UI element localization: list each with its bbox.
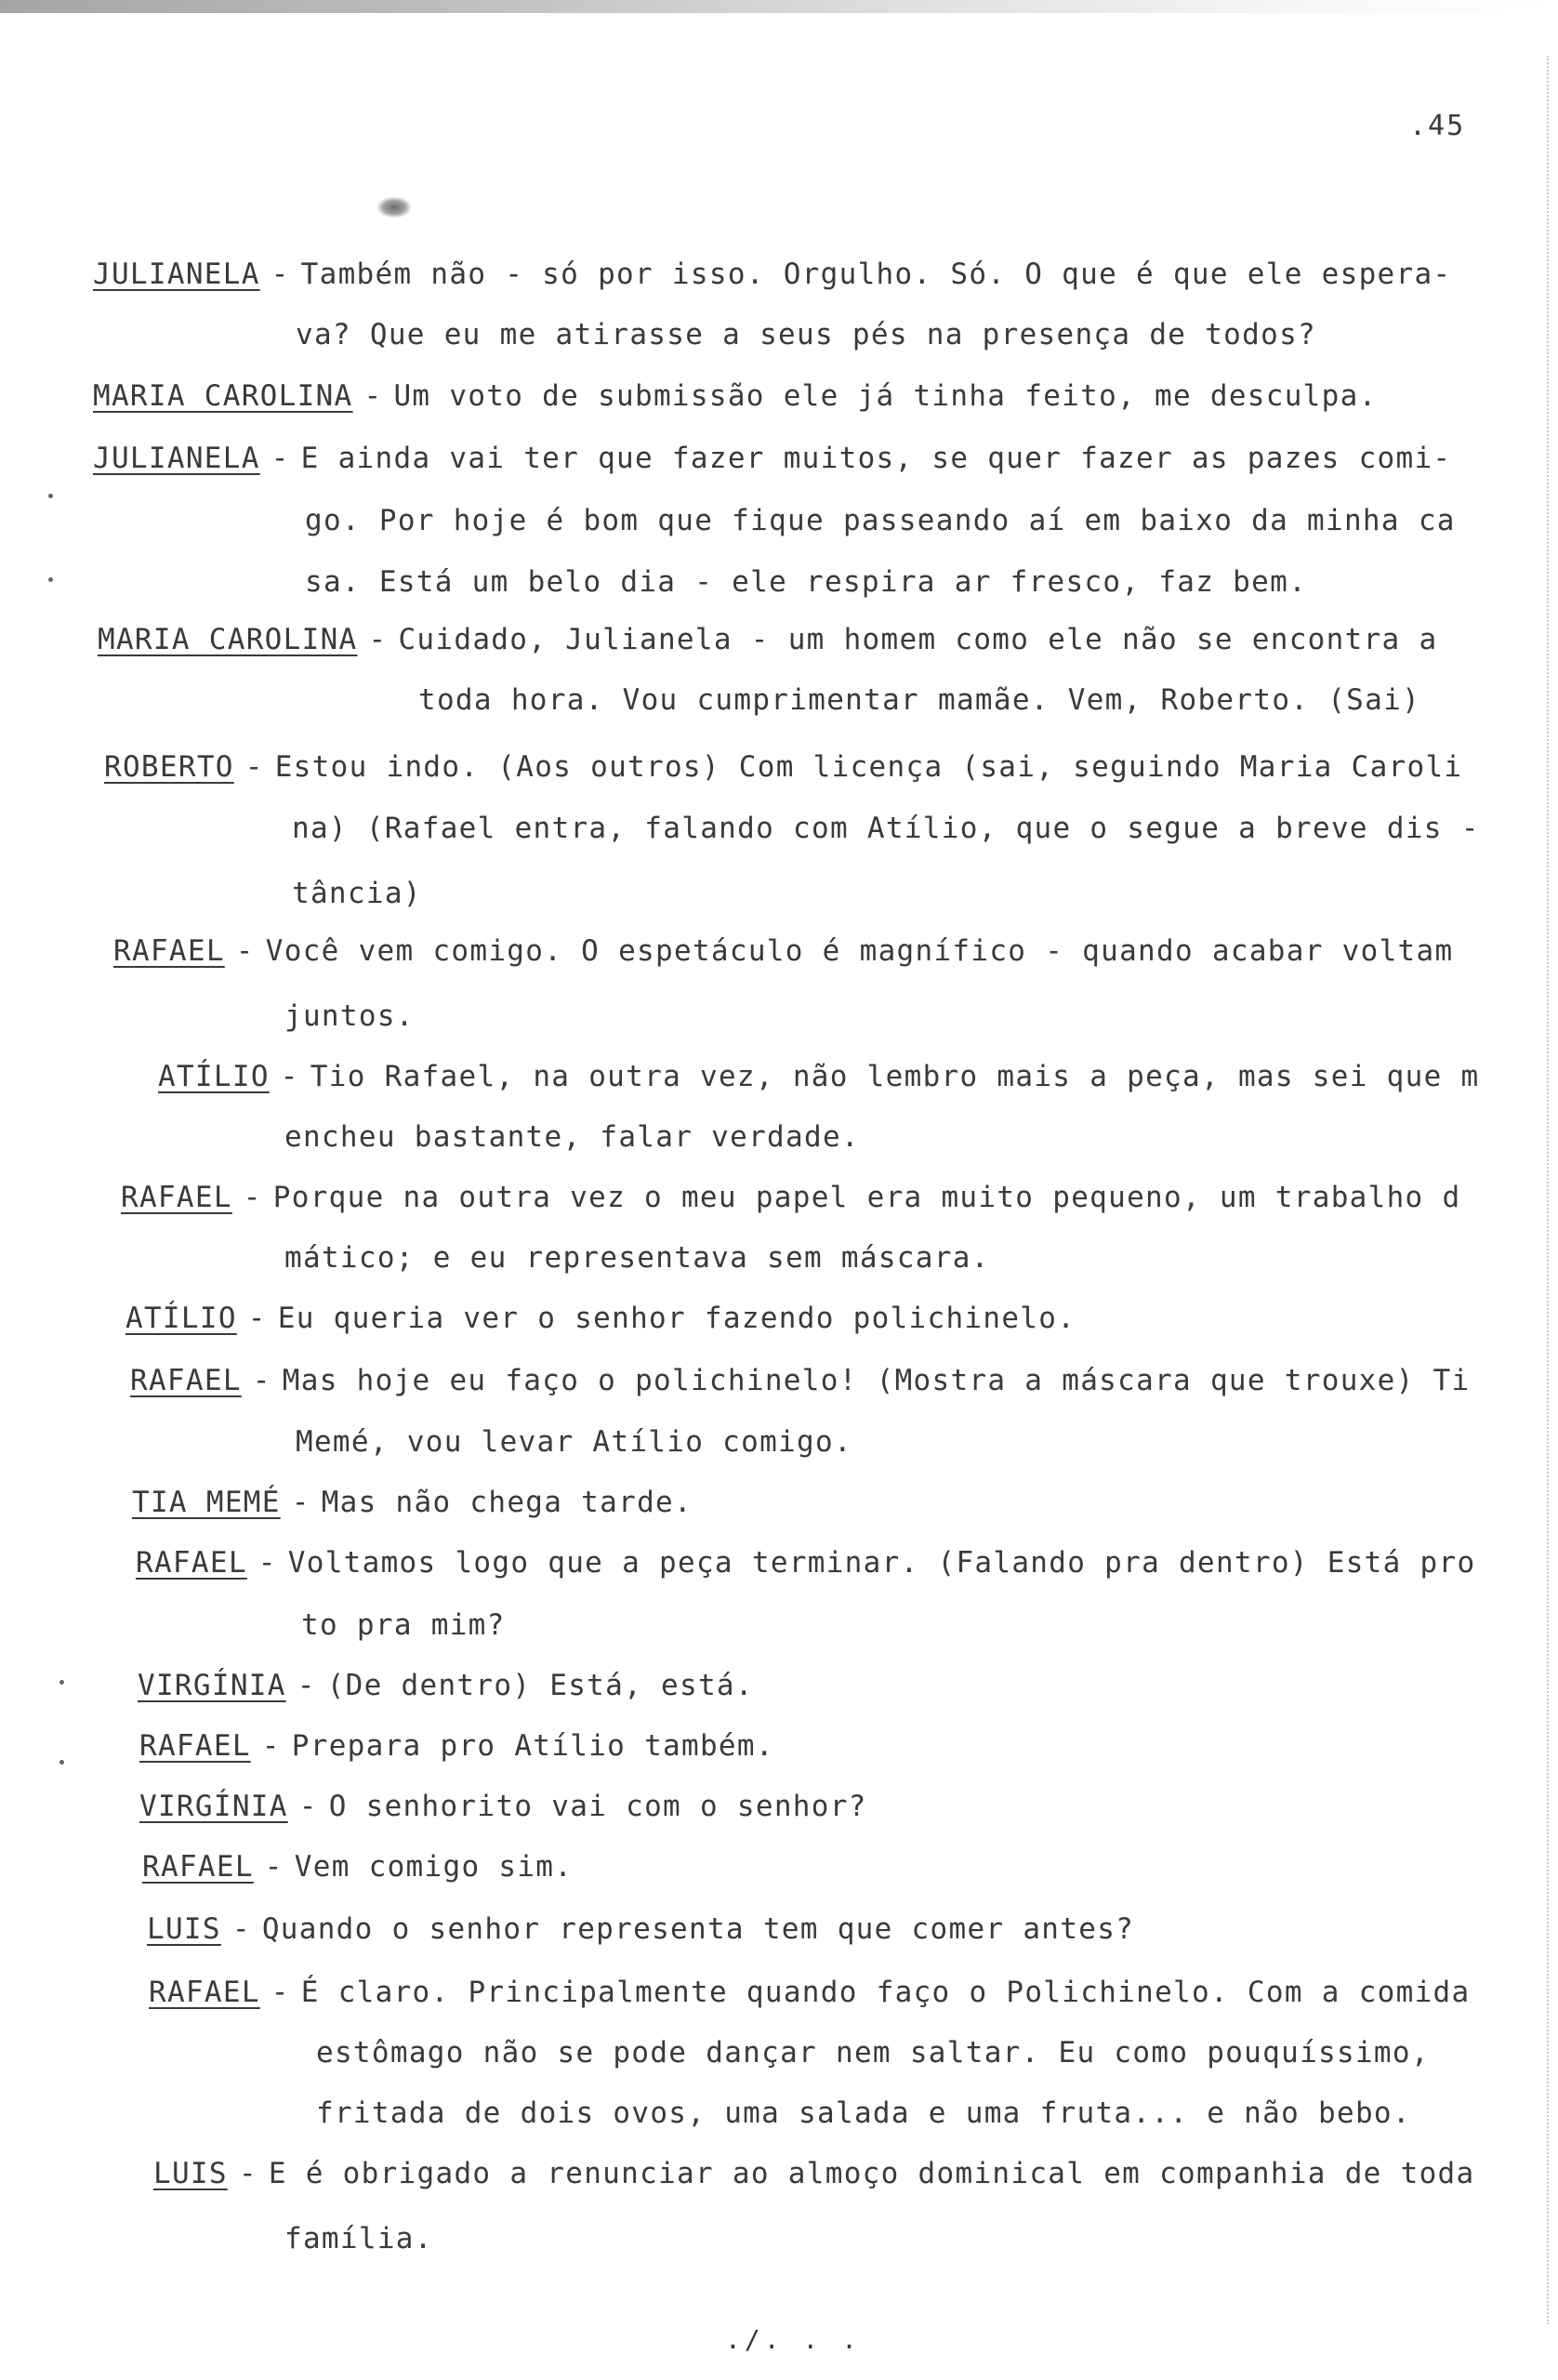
page-number: .45	[1409, 110, 1466, 142]
line-text: sa. Está um belo dia - ele respira ar fresco, faz bem.	[305, 565, 1308, 599]
speaker-dash: -	[231, 1912, 251, 1946]
line-text: Tio Rafael, na outra vez, não lembro mais a peça, mas sei que m	[310, 1060, 1480, 1093]
dialogue-line	[93, 258, 1451, 291]
line-text: Também não - só por isso. Orgulho. Só. O que é que ele espera-	[300, 258, 1452, 291]
line-text: Você vem comigo. O espetáculo é magnífico - quando acabar voltam	[265, 934, 1454, 968]
line-text: to pra mim?	[301, 1608, 506, 1642]
continuation-line	[284, 1120, 860, 1154]
line-text: Prepara pro Atílio também.	[291, 1729, 774, 1763]
speaker-name: MARIA CAROLINA	[93, 379, 353, 413]
scan-edge-right	[1547, 56, 1558, 2324]
dialogue-line	[125, 1302, 1076, 1335]
speaker-name: RAFAEL	[149, 1976, 260, 2009]
dialogue-line	[104, 750, 1462, 784]
speaker-dash: -	[235, 934, 255, 968]
speaker-name: ATÍLIO	[125, 1302, 237, 1335]
line-text: juntos.	[284, 999, 415, 1033]
speaker-dash: -	[243, 1181, 262, 1214]
continuation-line	[284, 1241, 990, 1275]
line-text: E é obrigado a renunciar ao almoço dominical em companhia de toda	[268, 2157, 1475, 2190]
speaker-dash: -	[363, 379, 383, 413]
speaker-dash: -	[252, 1364, 271, 1397]
speaker-name: TIA MEMÉ	[132, 1486, 281, 1519]
continuation-line	[418, 683, 1420, 717]
line-text: (De dentro) Está, está.	[326, 1669, 754, 1702]
line-text: Cuidado, Julianela - um homem como ele não se encontra a	[398, 623, 1438, 656]
line-text: mático; e eu representava sem máscara.	[284, 1241, 990, 1275]
line-text: O senhorito vai com o senhor?	[328, 1790, 867, 1823]
continuation-line	[316, 2036, 1430, 2069]
continuation-mark: ./. . .	[725, 2324, 862, 2355]
dialogue-line	[132, 1486, 693, 1519]
speaker-name: ROBERTO	[104, 750, 234, 784]
speaker-name: VIRGÍNIA	[138, 1669, 286, 1702]
speaker-dash: -	[271, 1976, 290, 2009]
speaker-dash: -	[264, 1850, 284, 1884]
line-text: Quando o senhor representa tem que comer antes?	[261, 1912, 1135, 1946]
continuation-line	[284, 2222, 433, 2255]
margin-dot	[59, 1760, 64, 1765]
line-text: va? Que eu me atirasse a seus pés na presença de todos?	[296, 318, 1316, 351]
dialogue-line	[138, 1669, 754, 1702]
ink-smudge	[377, 197, 411, 218]
line-text: toda hora. Vou cumprimentar mamãe. Vem, Roberto. (Sai)	[418, 683, 1421, 717]
line-text: go. Por hoje é bom que fique passeando aí em baixo da minha ca	[305, 504, 1456, 537]
dialogue-line	[93, 442, 1451, 475]
continuation-line	[316, 2096, 1411, 2130]
margin-dot	[59, 1680, 64, 1685]
speaker-dash: -	[238, 2157, 257, 2190]
dialogue-line	[149, 1976, 1470, 2009]
dialogue-line	[113, 934, 1453, 968]
line-text: família.	[284, 2222, 433, 2255]
speaker-name: ATÍLIO	[158, 1060, 270, 1093]
line-text: estômago não se pode dançar nem saltar. Eu como pouquíssimo,	[316, 2036, 1430, 2069]
speaker-name: LUIS	[147, 1912, 221, 1946]
continuation-line	[305, 565, 1307, 599]
speaker-name: JULIANELA	[93, 442, 260, 475]
speaker-dash: -	[298, 1790, 318, 1823]
line-text: fritada de dois ovos, uma salada e uma fruta... e não bebo.	[316, 2096, 1411, 2130]
speaker-name: JULIANELA	[93, 258, 260, 291]
margin-dot	[48, 577, 53, 582]
speaker-name: RAFAEL	[113, 934, 225, 968]
line-text: Porque na outra vez o meu papel era muito pequeno, um trabalho d	[272, 1181, 1461, 1214]
speaker-name: MARIA CAROLINA	[98, 623, 358, 656]
line-text: encheu bastante, falar verdade.	[284, 1120, 860, 1154]
continuation-line	[301, 1608, 506, 1642]
line-text: Voltamos logo que a peça terminar. (Falando pra dentro) Está pro	[287, 1546, 1476, 1580]
speaker-name: RAFAEL	[121, 1181, 232, 1214]
speaker-dash: -	[297, 1669, 316, 1702]
continuation-line	[292, 877, 422, 910]
line-text: É claro. Principalmente quando faço o Polichinelo. Com a comida	[300, 1976, 1471, 2009]
line-text: E ainda vai ter que fazer muitos, se quer fazer as pazes comi-	[300, 442, 1452, 475]
continuation-line	[305, 504, 1456, 537]
speaker-name: VIRGÍNIA	[139, 1790, 288, 1823]
dialogue-line	[121, 1181, 1460, 1214]
line-text: na) (Rafael entra, falando com Atílio, que o segue a breve dis -	[292, 812, 1480, 845]
speaker-name: RAFAEL	[130, 1364, 242, 1397]
speaker-dash: -	[271, 258, 290, 291]
line-text: Um voto de submissão ele já tinha feito, me desculpa.	[393, 379, 1378, 413]
speaker-dash: -	[261, 1729, 281, 1763]
dialogue-line	[158, 1060, 1479, 1093]
margin-dot	[48, 494, 53, 498]
speaker-dash: -	[368, 623, 388, 656]
speaker-dash: -	[244, 750, 264, 784]
speaker-dash: -	[271, 442, 290, 475]
speaker-name: LUIS	[153, 2157, 228, 2190]
dialogue-line	[139, 1790, 867, 1823]
speaker-dash: -	[280, 1060, 299, 1093]
scan-edge-top	[0, 0, 1558, 13]
line-text: Estou indo. (Aos outros) Com licença (sai, seguindo Maria Caroli	[274, 750, 1463, 784]
line-text: Memé, vou levar Atílio comigo.	[296, 1425, 852, 1459]
dialogue-line	[147, 1912, 1134, 1946]
continuation-line	[296, 1425, 852, 1459]
dialogue-line	[153, 2157, 1474, 2190]
dialogue-line	[142, 1850, 573, 1884]
line-text: tância)	[292, 877, 422, 910]
dialogue-line	[139, 1729, 774, 1763]
dialogue-line	[136, 1546, 1475, 1580]
speaker-dash: -	[257, 1546, 277, 1580]
speaker-dash: -	[291, 1486, 310, 1519]
line-text: Mas hoje eu faço o polichinelo! (Mostra a máscara que trouxe) Ti	[282, 1364, 1471, 1397]
continuation-line	[284, 999, 415, 1033]
speaker-dash: -	[247, 1302, 267, 1335]
line-text: Vem comigo sim.	[294, 1850, 574, 1884]
continuation-line	[296, 318, 1316, 351]
dialogue-line	[98, 623, 1437, 656]
line-text: Mas não chega tarde.	[321, 1486, 693, 1519]
speaker-name: RAFAEL	[139, 1729, 251, 1763]
speaker-name: RAFAEL	[142, 1850, 254, 1884]
dialogue-line	[130, 1364, 1470, 1397]
speaker-name: RAFAEL	[136, 1546, 247, 1580]
line-text: Eu queria ver o senhor fazendo polichinelo.	[277, 1302, 1076, 1335]
continuation-line	[292, 812, 1480, 845]
dialogue-line	[93, 379, 1378, 413]
